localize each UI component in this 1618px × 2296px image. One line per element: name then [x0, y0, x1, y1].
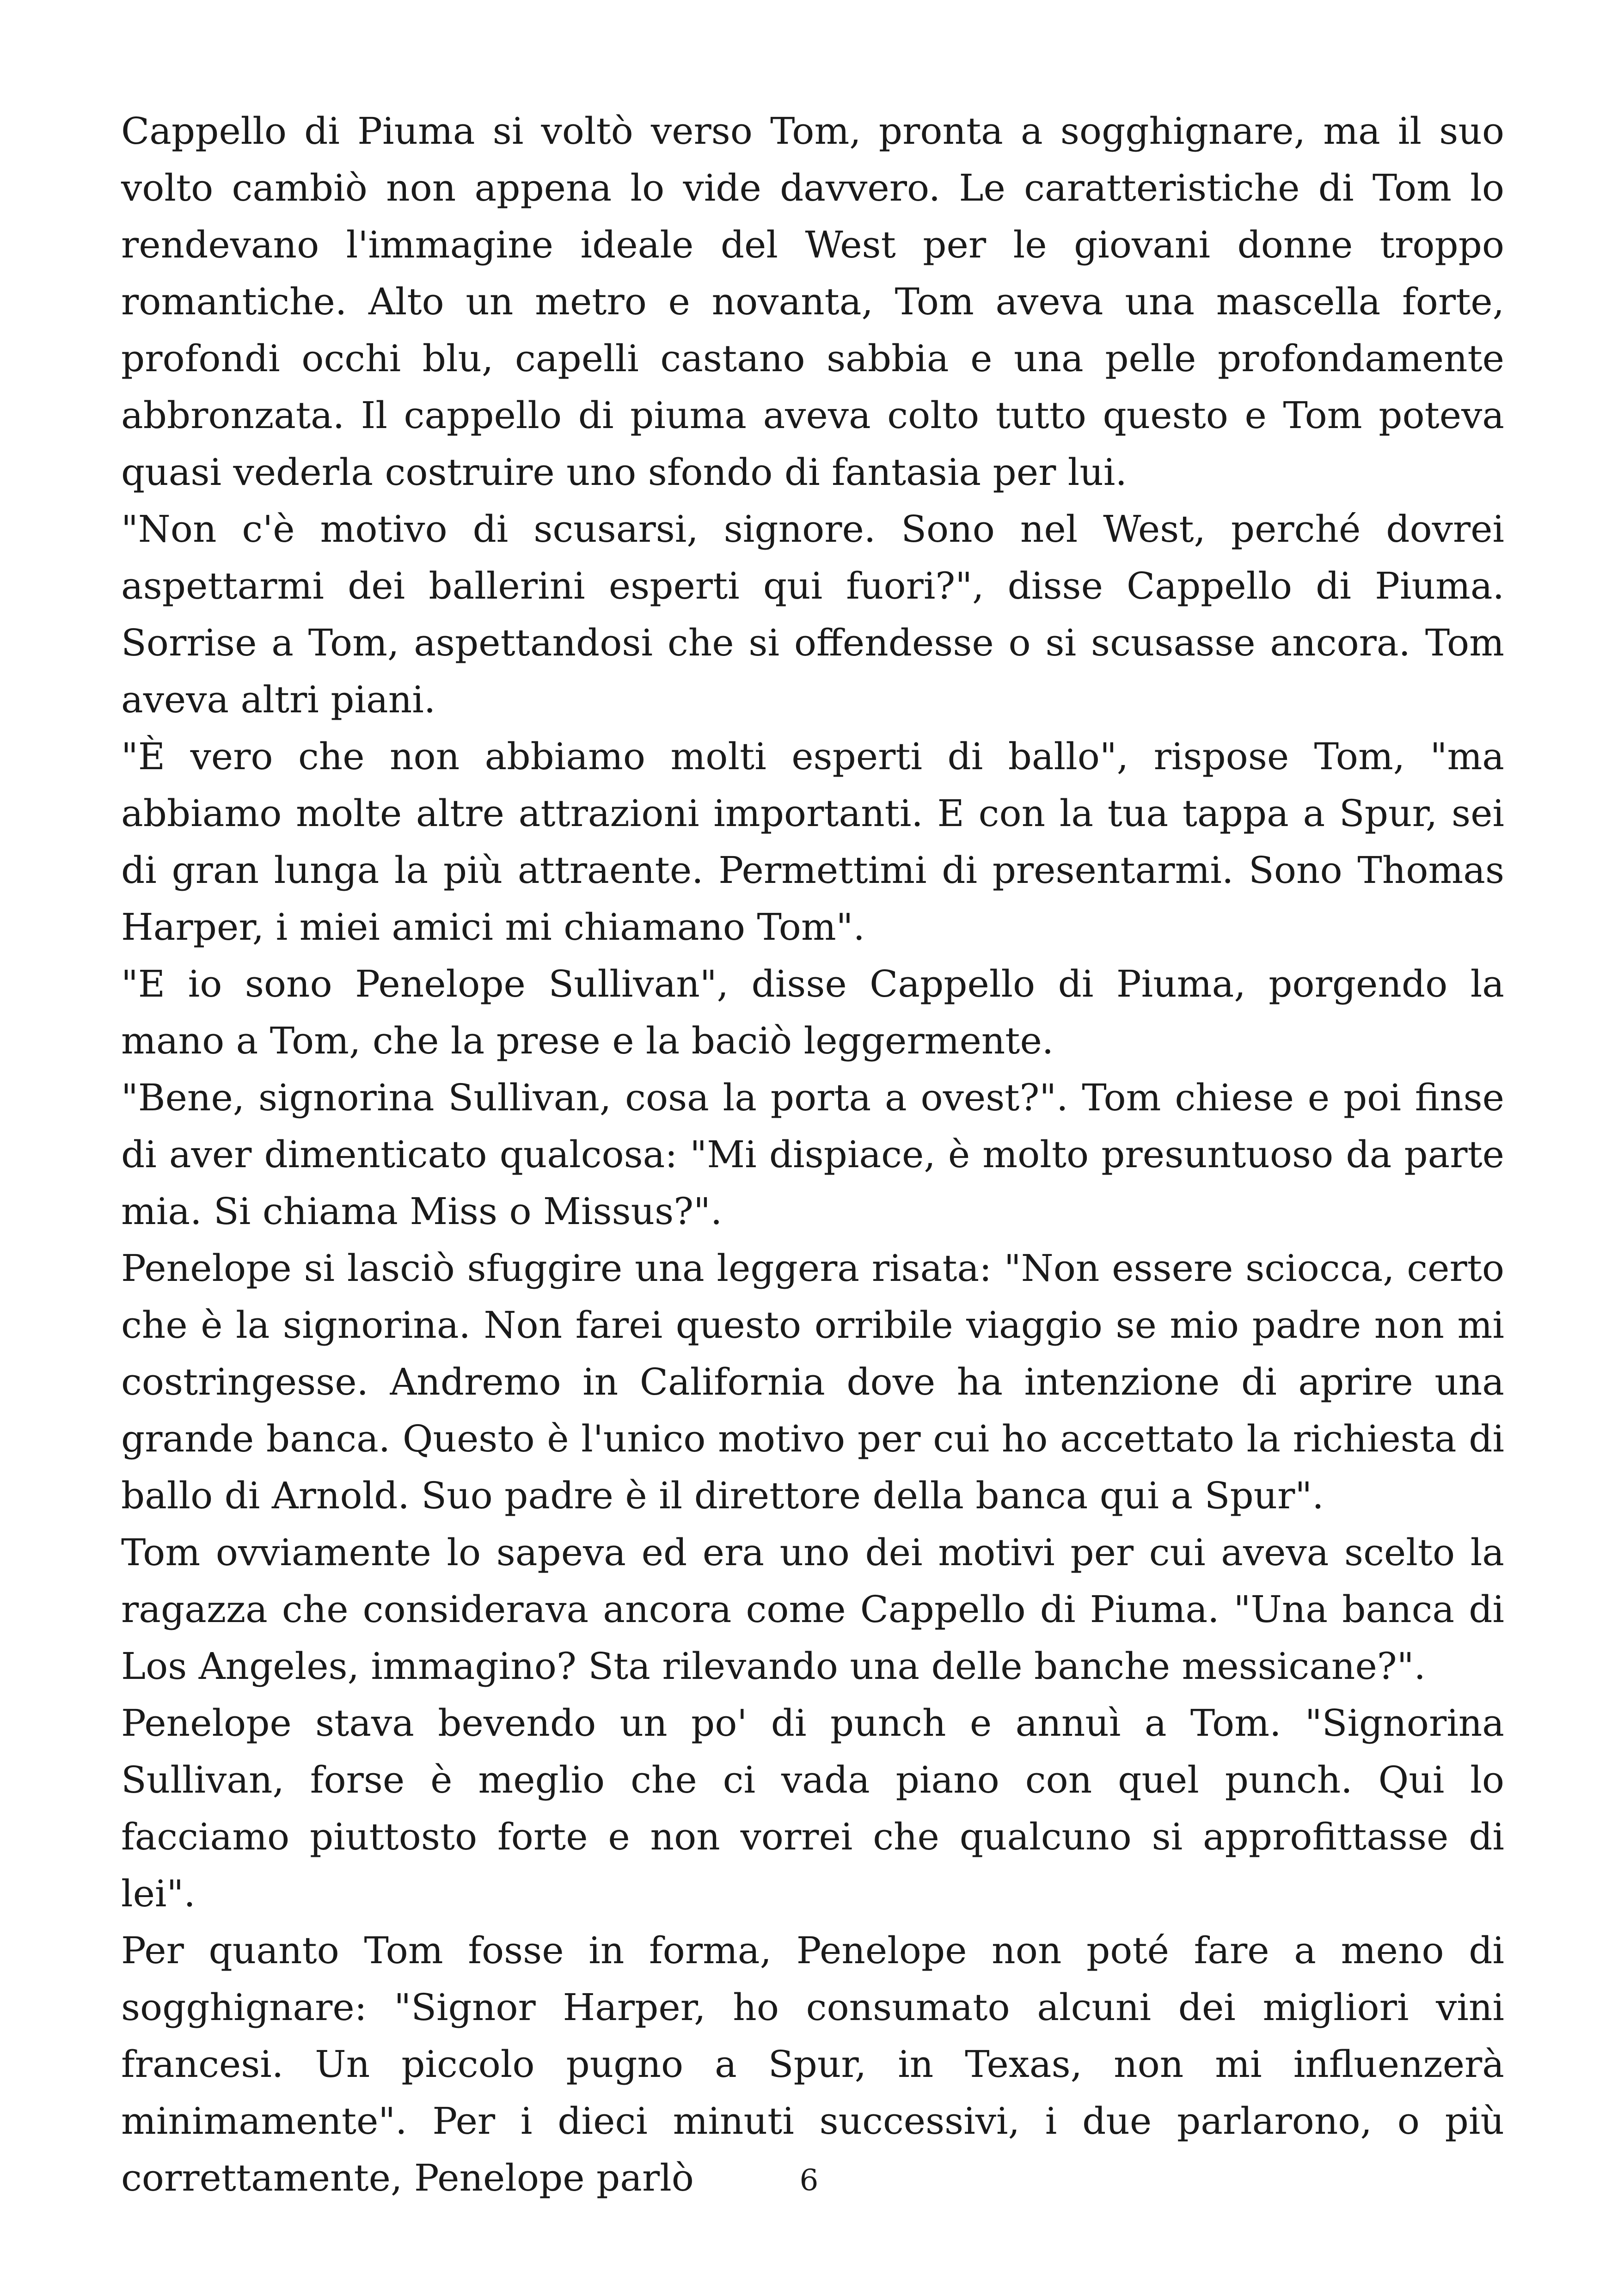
- paragraph: "Bene, signorina Sullivan, cosa la porta a ovest?". Tom chiese e poi finse di aver dimenticato qualcosa: "Mi dispiace, è molto presuntuoso da parte mia. Si chiama Miss o Missus?".: [121, 1076, 1504, 1233]
- page-number: 6: [799, 2163, 819, 2198]
- paragraph: "E io sono Penelope Sullivan", disse Cappello di Piuma, porgendo la mano a Tom, che la prese e la baciò leggermente.: [121, 962, 1504, 1062]
- body-text: [121, 103, 1504, 2206]
- paragraph: Cappello di Piuma si voltò verso Tom, pronta a sogghignare, ma il suo volto cambiò non appena lo vide davvero. Le caratteristiche di Tom lo rendevano l'immagine ideale del West per le giovani donne troppo romantiche. Alto un metro e novanta, Tom aveva una mascella forte, profondi occhi blu, capelli castano sabbia e una pelle profondamente abbronzata. Il cappello di piuma aveva colto tutto questo e Tom poteva quasi vederla costruire uno sfondo di fantasia per lui.: [121, 110, 1504, 494]
- paragraph: "È vero che non abbiamo molti esperti di ballo", rispose Tom, "ma abbiamo molte altre attrazioni importanti. E con la tua tappa a Spur, sei di gran lunga la più attraente. Permettimi di presentarmi. Sono Thomas Harper, i miei amici mi chiamano Tom".: [121, 735, 1504, 949]
- paragraph: Per quanto Tom fosse in forma, Penelope non poté fare a meno di sogghignare: "Signor Harper, ho consumato alcuni dei migliori vini francesi. Un piccolo pugno a Spur, in Texas, non mi influenzerà minimamente". Per i dieci minuti successivi, i due parlarono, o più correttamente, Penelope parlò: [121, 1929, 1504, 2199]
- paragraph: Penelope si lasciò sfuggire una leggera risata: "Non essere sciocca, certo che è la signorina. Non farei questo orribile viaggio se mio padre non mi costringesse. Andremo in California dove ha intenzione di aprire una grande banca. Questo è l'unico motivo per cui ho accettato la richiesta di ballo di Arnold. Suo padre è il direttore della banca qui a Spur".: [121, 1247, 1504, 1517]
- paragraph: Tom ovviamente lo sapeva ed era uno dei motivi per cui aveva scelto la ragazza che considerava ancora come Cappello di Piuma. "Una banca di Los Angeles, immagino? Sta rilevando una delle banche messicane?".: [121, 1531, 1504, 1688]
- paragraph: "Non c'è motivo di scusarsi, signore. Sono nel West, perché dovrei aspettarmi dei ballerini esperti qui fuori?", disse Cappello di Piuma. Sorrise a Tom, aspettandosi che si offendesse o si scusasse ancora. Tom aveva altri piani.: [121, 508, 1504, 721]
- paragraph: Penelope stava bevendo un po' di punch e annuì a Tom. "Signorina Sullivan, forse è meglio che ci vada piano con quel punch. Qui lo facciamo piuttosto forte e non vorrei che qualcuno si approfittasse di lei".: [121, 1702, 1504, 1915]
